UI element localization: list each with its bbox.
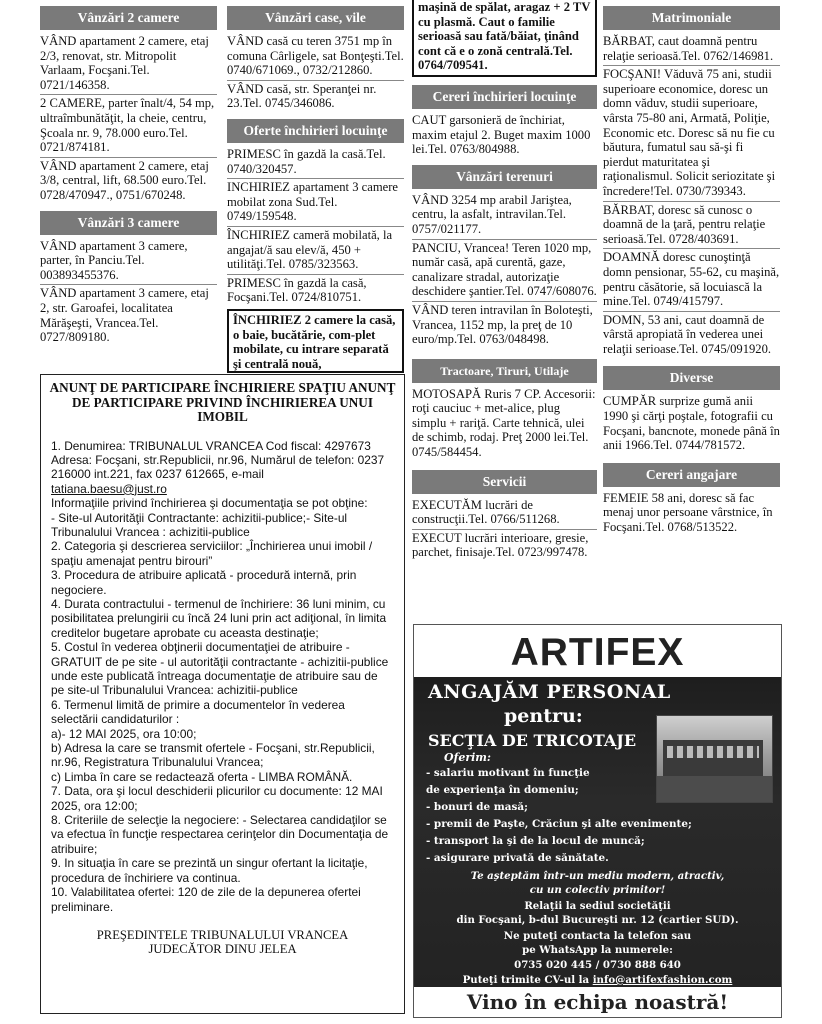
signature-name: JUDECĂTOR DINU JELEA: [148, 942, 297, 957]
classified-ad: FOCŞANI! Văduvă 75 ani, studii superioare economice, doresc un domn văduv, studii superioare, vârsta 75-80 ani, Armată, Poliţie, Economic etc. Doresc să nu fie cu băutura, fumatul sau să-şi fi pierdut maturitatea şi raţionalismul. Solicit seriozitate şi încredere!Tel. 0730/739343.: [603, 66, 780, 201]
ad-list: [412, 112, 597, 159]
classified-ad: PRIMESC în gazdă la casă, Focşani.Tel. 0724/810751.: [227, 275, 367, 305]
classified-ad: DOAMNĂ doresc cunoştinţă domn pensionar, 55-62, cu maşină, pentru căsătorie, să locuiască la mine.Tel. 0749/415797.: [603, 249, 780, 311]
ad-list: [412, 497, 597, 562]
section-header: Vânzări terenuri: [412, 165, 597, 189]
section-header: Servicii: [412, 470, 597, 494]
classified-ad: BĂRBAT, doresc să cunosc o doamnă de la ţară, pentru relaţie serioasă.Tel. 0728/403691.: [603, 202, 780, 250]
benefit-item: - bonuri de masă;: [426, 801, 528, 813]
ad-list: [603, 33, 780, 358]
ad-list: [227, 146, 404, 307]
classified-ad: VÂND apartament 3 camere, etaj 2, str. Garoafei, localitatea Mărăşeşti, Vrancea.Tel. 0727/809180.: [40, 286, 209, 345]
brand-logo: ARTIFEX: [510, 631, 685, 674]
section-header: Vânzări 3 camere: [40, 211, 217, 235]
closing-line: Te aşteptăm într-un mediu modern, atractiv,: [470, 870, 725, 882]
classified-ad: EXECUT lucrări interioare, gresie, parchet, finisaje.Tel. 0723/997478.: [412, 530, 589, 560]
classified-ad: MOTOSAPĂ Ruris 7 CP. Accesorii: roţi cauciuc + met-alice, plug simplu + rariţă. Carte tehnică, ulei de schimb, rodaj. Preţ 2000 lei.Tel. 0745/584454.: [412, 386, 596, 460]
ad-list: [40, 238, 217, 347]
benefit-item: - salariu motivant în funcţie: [426, 767, 590, 779]
classified-ad: VÂND apartament 2 camere, etaj 2/3, renovat, str. Mitropolit Varlaam, Focşani.Tel. 0721/146358.: [40, 33, 217, 95]
column-2: [227, 0, 404, 373]
signature-title: PREŞEDINTELE TRIBUNALULUI VRANCEA: [96, 927, 349, 942]
classified-ad: 2 CAMERE, parter înalt/4, 54 mp, ultraîmbunătăţit, la cheie, centru, Şcoala nr. 9, 78.000 euro.Tel. 0721/874181.: [40, 95, 217, 157]
ad-list: [412, 192, 597, 349]
boxed-ad: ÎNCHIRIEZ 2 camere la casă, o baie, bucătărie, com-plet mobilate, cu intrare separată şi centrală nouă,: [227, 309, 404, 373]
ad-list: [412, 386, 597, 462]
column-4: [603, 0, 780, 537]
classified-ad: VÂND apartament 2 camere, etaj 3/8, central, lift, 68.500 euro.Tel. 0728/470947., 0751/670248.: [40, 158, 209, 202]
classified-ad: PANCIU, Vrancea! Teren 1020 mp, număr casă, apă curentă, gaze, canalizare stradal, autorizaţie deschidere şantier.Tel. 0747/608076.: [412, 240, 597, 302]
classified-ad: VÂND casă cu teren 3751 mp în comuna Cârligele, sat Bonţeşti.Tel. 0740/671069., 0732/212860.: [227, 33, 404, 81]
closing-line: din Focşani, b-dul Bucureşti nr. 12 (cartier SUD).: [456, 914, 739, 926]
classified-ad: INCHIRIEZ apartament 3 camere mobilat zona Sud.Tel. 0749/159548.: [227, 179, 404, 227]
ad-list: [603, 490, 780, 537]
classified-ad: VÂND casă, str. Speranţei nr. 23.Tel. 0745/346086.: [227, 81, 377, 111]
advert-slogan: Vino în echipa noastră!: [466, 990, 729, 1014]
classified-ad: PRIMESC în gazdă la casă.Tel. 0740/320457.: [227, 146, 404, 179]
advert-department: SECŢIA DE TRICOTAJE: [428, 731, 637, 750]
advert-subheadline: pentru:: [504, 705, 583, 727]
classified-ad: EXECUTĂM lucrări de construcţii.Tel. 0766/511268.: [412, 497, 597, 530]
closing-line: Relaţii la sediul societăţii: [524, 900, 671, 912]
boxed-ad-continued: maşină de spălat, aragaz + 2 TV cu plasmă. Caut o familie serioasă sau fată/băiat, ţinând cont că e o zonă centrală.Tel. 0764/709541.: [412, 0, 597, 77]
column-3: [412, 0, 597, 562]
classified-ad: ÎNCHIRIEZ cameră mobilată, la angajat/ă sau elev/ă, 450 + utilităţi.Tel. 0785/323563.: [227, 227, 404, 275]
cv-text: Puteţi trimite CV-ul la: [462, 974, 590, 986]
classified-ad: VÂND apartament 3 camere, parter, în Panciu.Tel. 003893455376.: [40, 238, 217, 286]
notice-section-1: 1. Denumirea: TRIBUNALUL VRANCEA Cod fiscal: 4297673 Adresa: Focşani, str.Republicii, nr.96, Numărul de telefon: 0237 216000 int.221, fax 0237 612665, e-mail: [51, 438, 385, 482]
ad-list: [227, 33, 404, 113]
notice-section-2: Informaţiile privind închirierea şi documentaţia se pot obţine: - Site-ul Autorităţii Contractante: achizitii-publice;- Site-ul Tribunalului Vrancea : achizitii-publice 2. Categoria şi descrierea serviciilor: „Închirierea unui imobil / spaţiu amenajat pentru birouri” 3. Procedura de atribuire aplicată - procedură internă, prin negociere. 4. Durata contractului - termenul de închiriere: 36 luni minim, cu posibilitatea prelungirii cu încă 24 luni prin act adiţional, în limita creditelor bugetare aprobate cu aceasta destinaţie; 5. Costul în vederea obţinerii documentaţiei de atribuire - GRATUIT de pe site - ul autorităţii contractante - achizitii-publice unde este publicată întreaga documentaţie de atribuire sau de pe site-ul Tribunalului Vrancea: achizitii-publice 6. Termenul limită de primire a documentelor în vederea selectării candidaturilor : a)- 12 MAI 2025, ora 10:00; b) Adresa la care se transmit ofertele - Focşani, str.Republicii, nr.96, Registratura Tribunalului Vrancea; c) Limba în care se redactează oferta - LIMBA ROMÂNĂ. 7. Data, ora şi locul deschiderii plicurilor cu documente: 12 MAI 2025, ora 12:00; 8. Criteriile de selecţie la negociere: - Selectarea candidaţilor se va efectua în funcţie respectarea cerinţelor din Documentaţia de atribuire; 9. In situaţia în care se prezintă un singur ofertant la licitaţie, procedura de închiriere va continua. 10. Valabilitatea ofertei: 120 de zile de la depunerea ofertei preliminare.: [51, 496, 389, 914]
phone-numbers: 0735 020 445 / 0730 888 640: [514, 959, 681, 971]
section-header: Vânzări case, vile: [227, 6, 404, 30]
notice-title: ANUNŢ DE PARTICIPARE ÎNCHIRIERE SPAŢIU ANUNŢ DE PARTICIPARE PRIVIND ÎNCHIRIEREA UNUI IMOBIL: [49, 380, 396, 424]
section-header: Matrimoniale: [603, 6, 780, 30]
classified-ad: CUMPĂR surprize gumă anii 1990 şi cărţi poştale, fotografii cu Focşani, bancnote, monede până în anii 1966.Tel. 0744/781572.: [603, 394, 780, 453]
classified-ad: DOMN, 53 ani, caut doamnă de vârstă apropiată în vederea unei relaţii serioase.Tel. 0745/091920.: [603, 312, 772, 356]
section-header: Diverse: [603, 366, 780, 390]
advert-headline: ANGAJĂM PERSONAL: [428, 681, 671, 703]
section-header: Oferte închirieri locuinţe: [227, 119, 404, 143]
ad-list: [603, 393, 780, 454]
section-header: Cereri închirieri locuinţe: [412, 85, 597, 109]
classified-ad: CAUT garsonieră de închiriat, maxim etajul 2. Buget maxim 1000 lei.Tel. 0763/804988.: [412, 112, 591, 157]
email-link[interactable]: info@artifexfashion.com: [592, 974, 733, 986]
notice-signature: [41, 928, 404, 957]
windows-shape: [667, 746, 759, 758]
email-link[interactable]: tatiana.baesu@just.ro: [51, 481, 167, 496]
artifex-advert: [413, 624, 782, 1018]
closing-line: Ne puteţi contacta la telefon sau: [503, 930, 692, 942]
benefit-item: - transport la şi de la locul de muncă;: [426, 835, 645, 847]
section-header: Cereri angajare: [603, 463, 780, 487]
closing-line: pe WhatsApp la numerele:: [522, 944, 673, 956]
classified-ad: VÂND teren intravilan în Boloteşti, Vrancea, 1152 mp, la preţ de 10 euro/mp.Tel. 0763/048498.: [412, 302, 593, 347]
benefit-list: [426, 765, 692, 867]
cv-line: [414, 973, 781, 987]
ad-list: [40, 33, 217, 205]
benefit-item: - premii de Paşte, Crăciun şi alte evenimente;: [426, 818, 692, 830]
benefit-item: - asigurare privată de sănătate.: [426, 852, 609, 864]
section-header: Tractoare, Tiruri, Utilaje: [412, 359, 597, 383]
classified-ad: FEMEIE 58 ani, doresc să fac menaj unor persoane vârstnice, în Focşani.Tel. 0768/513522.: [603, 490, 773, 535]
notice-body: [51, 439, 394, 914]
advert-panel: [414, 677, 781, 987]
classified-ad: VÂND 3254 mp arabil Jariştea, centru, la asfalt, intravilan.Tel. 0757/021177.: [412, 192, 597, 240]
column-1: [40, 0, 217, 347]
tender-notice: [40, 374, 405, 1014]
closing-line: cu un colectiv primitor!: [529, 884, 666, 896]
offer-label: Oferim:: [444, 751, 491, 764]
benefit-item: de experienţa în domeniu;: [426, 784, 579, 796]
section-header: Vânzări 2 camere: [40, 6, 217, 30]
classified-ad: BĂRBAT, caut doamnă pentru relaţie serioasă.Tel. 0762/146981.: [603, 33, 780, 66]
